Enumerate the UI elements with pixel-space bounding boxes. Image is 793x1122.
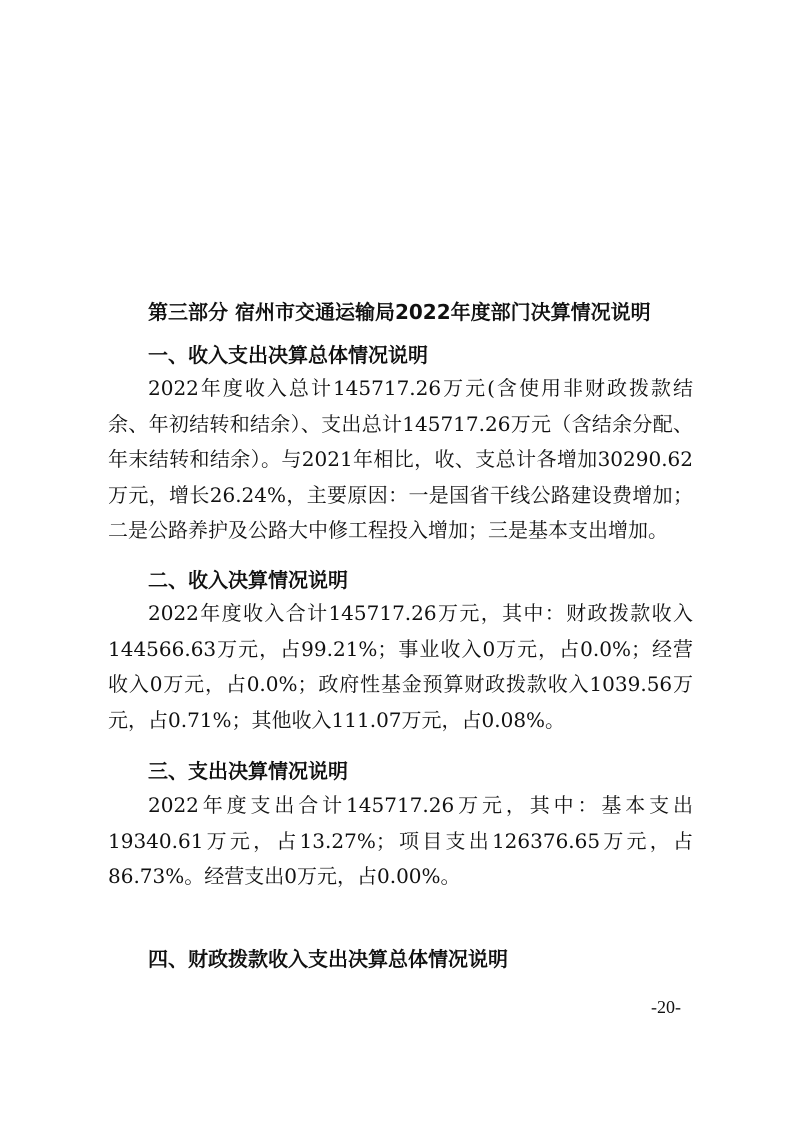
section-1-paragraph: 2022年度收入总计145717.26万元(含使用非财政拨款结余、年初结转和结余）、支出总计145717.26万元（含结余分配、年末结转和结余）。与2021年相比，收、支总计各增加30290.62万元，增长26.24%，主要原因：一是国省干线公路建设费增加；二是公路养护及公路大中修工程投入增加；三是基本支出增加。 bbox=[108, 376, 693, 542]
section-3-paragraph: 2022年度支出合计145717.26万元，其中：基本支出19340.61万元，占13.27%；项目支出126376.65万元，占86.73%。经营支出0万元，占0.00%。 bbox=[108, 793, 693, 888]
page-number: -20- bbox=[651, 997, 681, 1017]
section-4-heading: 四、财政拨款收入支出决算总体情况说明 bbox=[148, 947, 508, 971]
section-2-heading: 二、收入决算情况说明 bbox=[148, 568, 348, 592]
section-1-heading: 一、收入支出决算总体情况说明 bbox=[148, 343, 428, 367]
section-2-paragraph: 2022年度收入合计145717.26万元，其中：财政拨款收入144566.63万元，占99.21%；事业收入0万元，占0.0%；经营收入0万元，占0.0%；政府性基金预算财政拨款收入1039.56万元，占0.71%；其他收入111.07万元，占0.08%。 bbox=[108, 601, 693, 732]
part-title: 第三部分 宿州市交通运输局2022年度部门决算情况说明 bbox=[148, 300, 651, 324]
section-3-heading: 三、支出决算情况说明 bbox=[148, 759, 348, 783]
